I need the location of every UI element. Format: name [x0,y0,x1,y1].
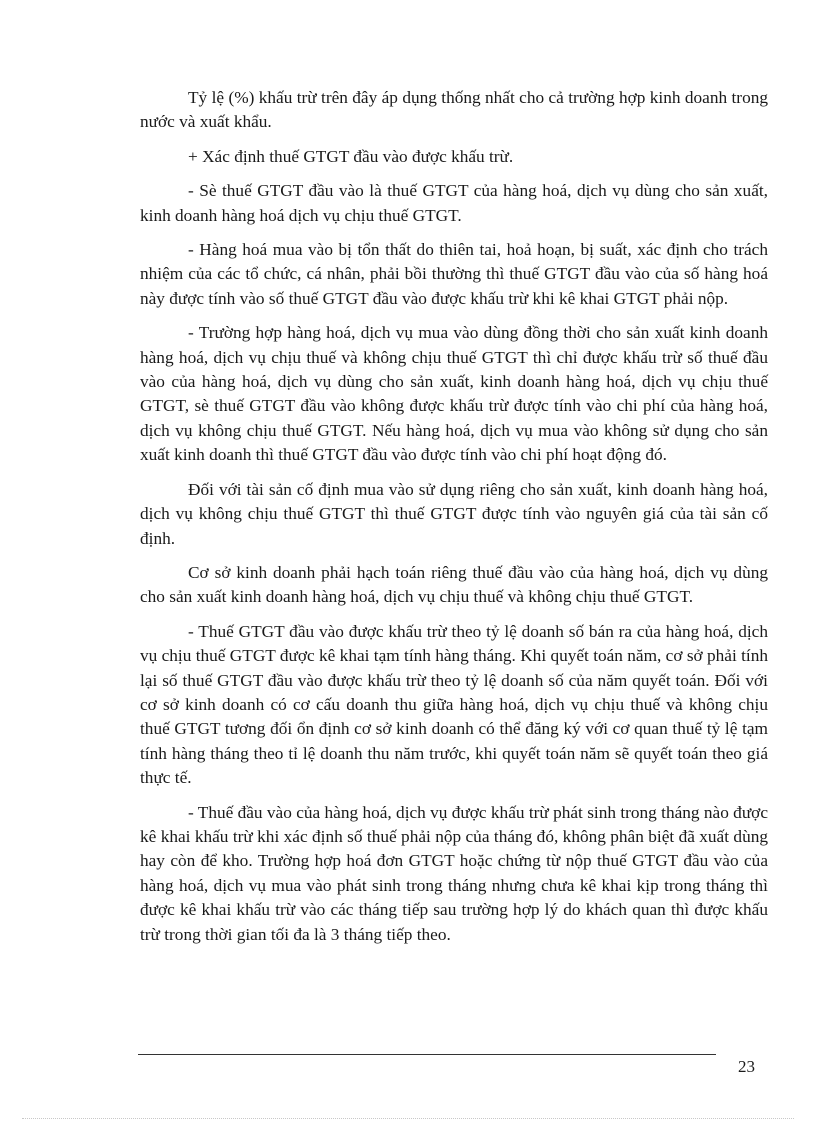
paragraph-9: - Thuế đầu vào của hàng hoá, dịch vụ được khấu trừ phát sinh trong tháng nào được kê khai khấu trừ khi xác định số thuế phải nộp của tháng đó, không phân biệt đã xuất dùng hay còn để kho. Trường hợp hoá đơn GTGT hoặc chứng từ nộp thuế GTGT đầu vào của hàng hoá, dịch vụ mua vào phát sinh trong tháng nhưng chưa kê khai kịp trong tháng thì được kê khai khấu trừ vào các tháng tiếp sau trường hợp lý do khách quan thì được khấu trừ trong thời gian tối đa là 3 tháng tiếp theo. [140,802,768,944]
page-bottom-border [22,1118,794,1119]
paragraph-3: - Sè thuế GTGT đầu vào là thuế GTGT của hàng hoá, dịch vụ dùng cho sản xuất, kinh doanh hàng hoá dịch vụ chịu thuế GTGT. [140,181,768,225]
paragraph-8: - Thuế GTGT đầu vào được khấu trừ theo tỷ lệ doanh số bán ra của hàng hoá, dịch vụ chịu thuế GTGT được kê khai tạm tính hàng tháng. Khi quyết toán năm, cơ sở phải tính lại số thuế GTGT đầu vào được khấu trừ theo tỷ lệ doanh số của năm quyết toán. Đối với cơ sở kinh doanh có cơ cấu doanh thu giữa hàng hoá, dịch vụ chịu thuế và không chịu thuế GTGT tương đối ổn định cơ sở kinh doanh có thể đăng ký với cơ quan thuế tỷ lệ tạm tính hàng tháng theo tỉ lệ doanh thu năm trước, khi quyết toán năm sẽ quyết toán theo giá thực tế. [140,621,768,788]
body-text [140,86,768,957]
footer-divider [138,1054,716,1055]
paragraph-6: Đối với tài sản cố định mua vào sử dụng riêng cho sản xuất, kinh doanh hàng hoá, dịch vụ không chịu thuế GTGT thì thuế GTGT được tính vào nguyên giá của tài sản cố định. [140,479,768,548]
paragraph-5: - Trường hợp hàng hoá, dịch vụ mua vào dùng đồng thời cho sản xuất kinh doanh hàng hoá, dịch vụ chịu thuế và không chịu thuế GTGT thì chỉ được khấu trừ số thuế đầu vào của hàng hoá, dịch vụ dùng cho sản xuất, kinh doanh hàng hoá, dịch vụ chịu thuế GTGT, sè thuế GTGT đầu vào không được khấu trừ được tính vào chi phí của hàng hoá, dịch vụ không chịu thuế GTGT. Nếu hàng hoá, dịch vụ mua vào không sử dụng cho sản xuất kinh doanh thì thuế GTGT đầu vào được tính vào chi phí hoạt động đó. [140,323,768,465]
paragraph-1: Tỷ lệ (%) khấu trừ trên đây áp dụng thống nhất cho cả trường hợp kinh doanh trong nước và xuất khẩu. [140,88,768,132]
paragraph-7: Cơ sở kinh doanh phải hạch toán riêng thuế đầu vào của hàng hoá, dịch vụ dùng cho sản xuất kinh doanh hàng hoá, dịch vụ chịu thuế và không chịu thuế GTGT. [140,562,768,607]
page-number: 23 [738,1057,755,1076]
paragraph-4: - Hàng hoá mua vào bị tổn thất do thiên tai, hoả hoạn, bị suất, xác định cho trách nhiệm của các tổ chức, cá nhân, phải bồi thường thì thuế GTGT đầu vào của số hàng hoá này được tính vào số thuế GTGT đầu vào được khấu trừ khi kê khai GTGT phải nộp. [140,240,768,308]
paragraph-2: + Xác định thuế GTGT đầu vào được khấu trừ. [188,146,514,166]
